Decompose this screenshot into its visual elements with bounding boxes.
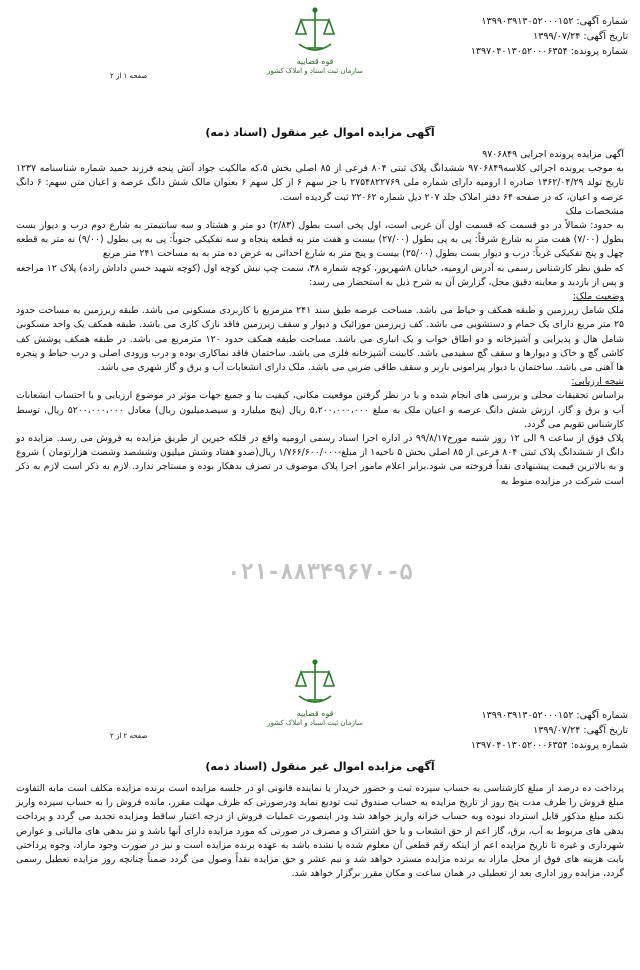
org-line-2: سازمان ثبت اسناد و املاک کشور: [267, 719, 363, 727]
paragraph: پلاک فوق از ساعت ۹ الی ۱۲ روز شنبه مورخ۹۹/۸/۱۷ در اداره اجرا اسناد رسمی ارومیه واقع در قلکه خیرین از طریق مزایده به فروش می رسد. مزایده دو دانگ از ششدانگ پلاک ثبتی ۸۰۴ فرعی از ۸۵ اصلی بخش ۵ ناحیه۱ از مبلغ-۱/۷۶۶/۶۰۰/۰۰۰ ریال(صدو هفتاد وشش میلیون وششصد وشصت هزارتومان ) شروع و به بالاترین قیمت پیشنهادی نقداً فروخته می شود.برابر اعلام مامور اجرا پلاک موصوف در تصرف بدهکار بوده و مستاجر ندارد. لازم به ذکر است لازم به ذکر است شرکت در مزایده منوط به: [16, 433, 625, 487]
org-line-1: قوه قضاییه: [296, 57, 334, 66]
ad-header-info: [471, 708, 628, 753]
page-number: صفحه ۱ از ۲: [110, 72, 148, 80]
ad-number: شماره آگهی: ۱۳۹۹۰۳۹۱۳۰۵۲۰۰۰۱۵۲: [481, 16, 628, 27]
org-line-1: قوه قضاییه: [296, 709, 334, 718]
paragraph: پرداخت ده درصد از مبلغ کارشناسی به حساب سپرده ثبت و حضور خریدار یا نماینده قانونی او در جلسه مزایده است برنده مزایده مکلف است مابه التفاوت مبلغ فروش را ظرف مدت پنج روز از تاریخ مزایده به حساب صندوق ثبت تودیع نماید ودرصورتی که ظرف مهلت مقرر، مانده فروش را به حساب سپرده واریز نکند مبلغ مذکور قابل استرداد نبوده وبه حساب خزانه واریز خواهد شد ودر اینصورت عملیات فروش از درجه اعتبار ساقط ومزایده تجدید می گردد و پرداخت بدهی های مربوط به آب، برق، گاز اعم از حق انشعاب و یا حق اشتراک و مصرف در صورتی که مورد مزایده دارای آنها باشد و نیز بدهی های مالیاتی و عوارض شهرداری و غیره تا تاریخ مزایده اعم از اینکه رقم قطعی آن معلوم شده یا نشده باشد به عهده برنده مزایده است و نیز در صورت وجود مازاد، وجوه پرداختی بابت هزینه های فوق از محل مازاد به برنده مزایده مسترد خواهد شد و نیم عشر و حق مزایده نقداً وصول می گردد ضمناً چنانچه روز مزایده تعطیل رسمی گردد، مزایده روز اداری بعد از تعطیلی در همان ساعت و مکان مقرر برگزار خواهد شد.: [16, 783, 624, 880]
ad-header-info: [471, 14, 628, 59]
case-number: شماره پرونده: ۱۳۹۷۰۴۰۱۳۰۵۲۰۰۰۶۳۵۴: [470, 740, 628, 751]
paragraph: به موجب پرونده اجرائی کلاسه۹۷۰۶۸۴۹ ششدانگ پلاک ثبتی ۸۰۴ فرعی از ۸۵ اصلی بخش ۵،که مالکیت جواد آتش پنجه فرزند حمید شماره شناسنامه ۱۲۳۷ تاریخ تولد ۱۳۶۲/۰۴/۲۹ صادره ا ارومیه دارای شماره ملی ۲۷۵۴۸۲۲۷۶۹ با جز سهم ۶ از کل سهم ۶ بعنوان مالک شش دانگ عرصه و اعیان متن سهم: ۶ دانگ عرصه و اعیان، که در صفحه ۶۴ دفتر املاک جلد ۲۰۷ ذیل شماره ۲۲۰۶۲ ثبت گردیده است.: [16, 163, 624, 203]
phone-watermark: ۰۲۱-۸۸۳۴۹۶۷۰-۵: [227, 560, 413, 585]
ad-date: تاریخ آگهی: ۱۳۹۹/۰۷/۲۴: [533, 725, 628, 736]
notice-title: آگهی مزایده اموال غیر منقول (اسناد ذمه): [205, 760, 435, 773]
section-heading: وضعیت ملک:: [572, 291, 624, 303]
paragraph: ملک شامل زیرزمین و طبقه همکف و حیاط می باشد. مساحت عرصه طبق سند ۲۴۱ مترمربع با کاربردی مسکونی می باشد. طبقه زیرزمین به مساحت حدود ۲۵ متر مربع دارای یک حمام و دستشویی می باشد. کف زیرزمین موزائیک و دیوار و سقف زیرزمین فاقد نازک کاری می باشد. طبقه همکف یک واحد مسکونی شامل هال و پذیرایی و آشپزخانه و دو اطاق خواب و یک انباری می باشد. مساحت طبقه همکف حدود ۱۲۰ مترمربع می باشد. در طبقه همکف پوشش کف کاشی گچ و خاک و دیوارها و سقف گچ سفیدمی باشد. کابینت آشپزخانه فلزی می باشد. ساختمان فاقد نماکاری بوده و درب ورودی اصلی و درب حیاط و پنجره ها آهنی می باشد. ساختمان با دیوار پیرامونی باربر و سقف طاقی ضربی می باشد. ملک دارای انشعابات آب و برق و گاز شهری می باشد.: [16, 305, 624, 374]
ad-date: تاریخ آگهی: ۱۳۹۹/۰۷/۲۴: [533, 31, 628, 42]
paragraph: مشخصات ملک: [565, 205, 624, 217]
paragraph: براساس تحقیقات محلی و بررسی های انجام شده و با در نظر گرفتن موقعیت مکانی، کیفیت بنا و جمیع جهات موثر در موضوع ارزیابی و با احتساب انشعابات آب و برق و گاز، ارزش شش دانگ عرصه و اعیان ملک به مبلغ ۵،۲۰۰،۰۰۰،۰۰۰ ریال (پنج میلیارد و سیصدمیلیون ریال) معادل ۵۲۰۰،۰۰۰،۰۰۰ ریال، توسط کارشناس تقویم می گردد.: [16, 390, 624, 430]
judiciary-emblem: [260, 4, 370, 75]
paragraph: به حدود: شمالاً در دو قسمت که قسمت اول آن غربی است، اول پخی است بطول (۲/۸۳) دو متر و هشتاد و سه سانتیمتر به شارع دوم درب و دیوار بست بطول (۷/۰۰) هفت متر به شارع شرقاً: پی به پی بطول (۲۷/۰۰) بیست و هفت متر به قطعه پنجاه و سه تفکیکی جنوباً: پی به پی بطول (۹/۰۰) نه متر به قطعه چهل و پنج تفکیکی غرباً: درب و دیوار بست بطول (۲۵/۰۰) بیست و پنج متر به شارع احداثی به عرض ده متر به به مساحت ۲۴۱ متر مربع: [16, 220, 624, 260]
judiciary-logo-icon: [289, 656, 341, 708]
paragraph: که طبق نظر کارشناس رسمی به آدرس ارومیه، خیابان ۸شهریور، کوچه شماره ۳۸، سمت چپ نبش کوچه اول (کوچه شهید حسن داداش زاده) پلاک ۱۲ مراجعه و پس از بازدید و معاینه دقیق محل، گزارش آن به شرح ذیل به استحضار می رسد:: [16, 262, 624, 288]
notice-body: [16, 148, 624, 489]
notice-title: آگهی مزایده اموال غیر منقول (اسناد ذمه): [205, 126, 435, 139]
ad-number: شماره آگهی: ۱۳۹۹۰۳۹۱۳۰۵۲۰۰۰۱۵۲: [481, 710, 628, 721]
case-number: شماره پرونده: ۱۳۹۷۰۴۰۱۳۰۵۲۰۰۰۶۳۵۴: [470, 46, 628, 57]
notice-body: [16, 782, 624, 881]
page-2: [0, 700, 640, 970]
paragraph: آگهی مزایده پرونده اجرایی ۹۷۰۶۸۴۹: [482, 149, 624, 160]
org-line-2: سازمان ثبت اسناد و املاک کشور: [267, 67, 363, 75]
page-number: صفحه ۲ از ۲: [110, 732, 148, 740]
judiciary-emblem: [260, 656, 370, 727]
judiciary-logo-icon: [289, 4, 341, 56]
section-heading: نتیجه ارزیابی:: [571, 376, 624, 388]
